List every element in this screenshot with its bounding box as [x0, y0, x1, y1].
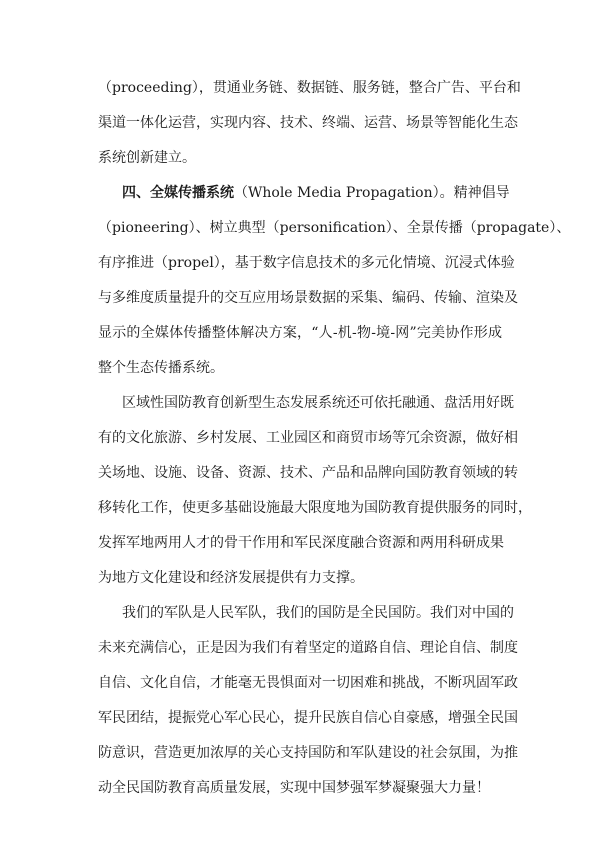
paragraph-2-line-4: 与多维度质量提升的交互应用场景数据的采集、编码、传输、渲染及 [98, 290, 518, 306]
section-heading: 四、全媒传播系统 [122, 185, 234, 201]
paragraph-4-line-2: 未来充满信心，正是因为我们有着坚定的道路自信、理论自信、制度 [98, 640, 518, 656]
paragraph-4-line-5: 防意识，营造更加浓厚的关心支持国防和军队建设的社会氛围，为推 [98, 745, 518, 761]
paragraph-1-line-1: （proceeding），贯通业务链、数据链、服务链，整合广告、平台和 [98, 80, 521, 96]
paragraph-4-line-4: 军民团结，提振党心军心民心，提升民族自信心自豪感，增强全民国 [98, 710, 518, 726]
paragraph-2-line-3: 有序推进（propel），基于数字信息技术的多元化情境、沉浸式体验 [98, 255, 515, 271]
paragraph-2-line-1 [122, 180, 510, 206]
paragraph-4-line-1: 我们的军队是人民军队，我们的国防是全民国防。我们对中国的 [122, 605, 514, 621]
paragraph-3-line-6: 为地方文化建设和经济发展提供有力支撑。 [98, 570, 364, 586]
paragraph-4-line-6: 动全民国防教育高质量发展，实现中国梦强军梦凝聚强大力量！ [98, 780, 490, 796]
paragraph-1-line-2: 渠道一体化运营，实现内容、技术、终端、运营、场景等智能化生态 [98, 115, 518, 131]
paragraph-3-line-2: 有的文化旅游、乡村发展、工业园区和商贸市场等冗余资源，做好相 [98, 430, 518, 446]
paragraph-2-line-1-text: （Whole Media Propagation）。精神倡导 [234, 185, 510, 201]
paragraph-3-line-5: 发挥军地两用人才的骨干作用和军民深度融合资源和两用科研成果 [98, 535, 504, 551]
paragraph-2-line-6: 整个生态传播系统。 [98, 360, 224, 376]
paragraph-3-line-3: 关场地、设施、设备、资源、技术、产品和品牌向国防教育领域的转 [98, 465, 518, 481]
paragraph-2-line-2: （pioneering）、树立典型（personification）、全景传播（propagate）、 [98, 220, 571, 236]
paragraph-1-line-3: 系统创新建立。 [98, 150, 196, 166]
paragraph-3-line-1: 区域性国防教育创新型生态发展系统还可依托融通、盘活用好既 [122, 395, 514, 411]
paragraph-4-line-3: 自信、文化自信，才能毫无畏惧面对一切困难和挑战，不断巩固军政 [98, 675, 518, 691]
paragraph-3-line-4: 移转化工作，使更多基础设施最大限度地为国防教育提供服务的同时， [98, 500, 532, 516]
paragraph-2-line-5: 显示的全媒体传播整体解决方案，“人-机-物-境-网”完美协作形成 [98, 325, 502, 341]
